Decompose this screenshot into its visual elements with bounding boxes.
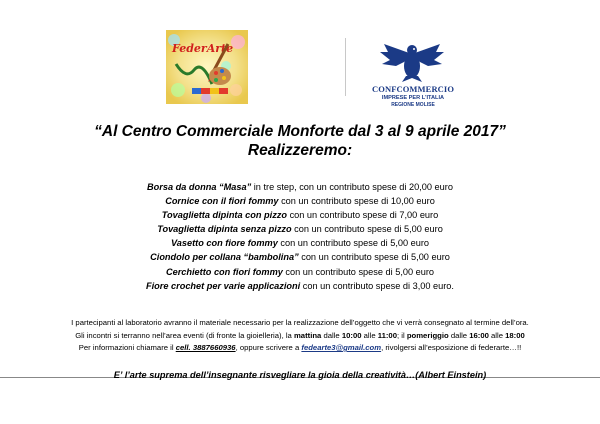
logo-divider bbox=[345, 38, 346, 96]
info-text: Per informazioni chiamare il bbox=[78, 343, 176, 352]
info-line-1: I partecipanti al laboratorio avranno il materiale necessario per la realizzazione dell’oggetto che vi verrà consegnato al termine dell’ora. bbox=[71, 318, 529, 327]
phone-number[interactable]: cell. 3887660936 bbox=[175, 343, 236, 352]
title-line-2: Realizzeremo: bbox=[247, 142, 353, 159]
info-time: 18:00 bbox=[505, 330, 525, 340]
info-text: Gli incontri si terranno nell’area eventi (di fronte la gioielleria), la bbox=[75, 330, 294, 340]
einstein-quote: E’ l’arte suprema dell’insegnante risvegliare la gioia della creatività…(Albert Einstein) bbox=[113, 370, 487, 380]
confcommercio-subtitle: IMPRESE PER L'ITALIA bbox=[381, 95, 445, 101]
list-item bbox=[0, 208, 600, 222]
svg-text:FederArte: FederArte bbox=[172, 42, 234, 55]
federarte-logo bbox=[166, 30, 248, 104]
item-desc: con un contributo spese di 5,00 euro bbox=[291, 224, 443, 235]
info-line-3 bbox=[0, 342, 600, 355]
item-desc: con un contributo spese di 5,00 euro bbox=[277, 238, 430, 249]
item-desc: con un contributo spese di 10,00 euro bbox=[278, 196, 435, 207]
info-morning: mattina bbox=[293, 330, 322, 340]
info-text: alle bbox=[488, 330, 506, 340]
info-time: 11:00 bbox=[377, 330, 397, 340]
info-text: dalle bbox=[321, 330, 342, 340]
eagle-icon bbox=[372, 40, 452, 82]
confcommercio-region: REGIONE MOLISE bbox=[391, 102, 435, 108]
item-name: Fiore crochet per varie applicazioni bbox=[146, 280, 301, 291]
title-line-1: “Al Centro Commerciale Monforte dal 3 al 9 aprile 2017” bbox=[94, 123, 506, 140]
info-text: , oppure scrivere a bbox=[235, 343, 302, 352]
info-line-2 bbox=[0, 330, 600, 343]
item-name: Vasetto con fiore fommy bbox=[170, 238, 278, 249]
list-item bbox=[0, 250, 600, 264]
item-name: Ciondolo per collana “bambolina” bbox=[150, 252, 299, 263]
item-name: Cerchietto con fiori fommy bbox=[165, 266, 283, 277]
federarte-logo-icon bbox=[166, 30, 248, 104]
item-name: Tovaglietta dipinta senza pizzo bbox=[157, 224, 292, 235]
list-item bbox=[0, 180, 600, 194]
email-link[interactable]: fedearte3@gmail.com bbox=[301, 343, 382, 352]
item-desc: con un contributo spese di 5,00 euro bbox=[298, 252, 450, 263]
item-name: Borsa da donna “Masa” bbox=[147, 182, 252, 192]
item-name: Tovaglietta dipinta con pizzo bbox=[161, 210, 288, 221]
info-text: dalle bbox=[448, 330, 470, 340]
item-name: Cornice con il fiori fommy bbox=[165, 196, 279, 207]
confcommercio-name: CONFCOMMERCIO bbox=[372, 84, 455, 94]
list-item bbox=[0, 194, 600, 208]
info-time: 16:00 bbox=[469, 330, 489, 340]
item-desc: con un contributo spese di 7,00 euro bbox=[287, 210, 439, 221]
info-afternoon: pomeriggio bbox=[406, 330, 449, 340]
item-desc: con un contributo spese di 5,00 euro bbox=[282, 266, 435, 277]
info-text: , rivolgersi all’esposizione di federarte…!! bbox=[381, 343, 522, 352]
info-block bbox=[0, 317, 600, 355]
item-desc: con un contributo spese di 3,00 euro. bbox=[300, 280, 454, 291]
info-text: ; il bbox=[397, 330, 407, 340]
list-item bbox=[0, 279, 600, 293]
list-item bbox=[0, 222, 600, 236]
list-item bbox=[0, 236, 600, 250]
list-item bbox=[0, 265, 600, 279]
info-time: 10:00 bbox=[341, 330, 362, 340]
info-text: alle bbox=[361, 330, 378, 340]
page-title bbox=[0, 122, 600, 160]
item-desc: in tre step, con un contributo spese di 20,00 euro bbox=[251, 182, 453, 192]
items-list bbox=[0, 180, 600, 293]
